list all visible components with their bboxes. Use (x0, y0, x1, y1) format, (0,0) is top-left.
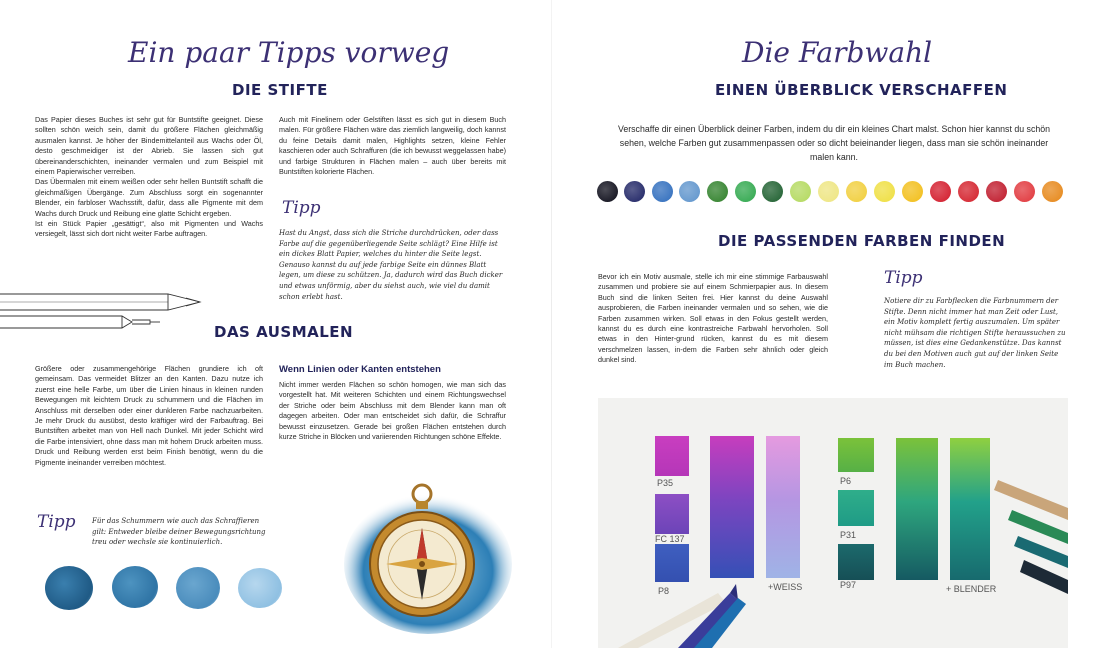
right-script-title: Die Farbwahl (742, 36, 933, 69)
label-p97: P97 (840, 580, 857, 590)
shading-dot-2 (112, 566, 158, 608)
ueberblick-intro-text: Verschaffe dir einen Überblick deiner Farben, indem du dir ein kleines Chart malst. Schon hier kannst du schön sehen, welche Farben gut zusammenpassen oder so dicht beieinander liegen, dass man sie schön ineinander malen kann. (617, 124, 1051, 162)
heading-die-stifte: DIE STIFTE (232, 81, 328, 99)
farben-finden-text: Bevor ich ein Motiv ausmale, stelle ich mir eine stimmige Farbauswahl zusammen und probiere sie auf einem Schmierpapier aus. In diesem Buch sind die linken Seiten frei. Hier kannst du deine Auswahl ausprobieren, die Farben ineinander vermalen und so sehen, wie die Farben zusammen wirken. Soll etwas in den Fokus gestellt werden, kannst du es durch eine kontrastreiche Farbwahl hervorholen. Soll etwas in den Hinter-grund rücken, kannst du es mit diesem verschmelzen lassen, in-dem die Farben sehr ähnlich oder gleich dunkel sind. (598, 272, 828, 365)
heading-farben-finden: DIE PASSENDEN FARBEN FINDEN (718, 232, 1006, 250)
color-swatch (902, 181, 923, 202)
color-swatch (846, 181, 867, 202)
color-swatch (958, 181, 979, 202)
color-swatch (735, 181, 756, 202)
label-p35: P35 (657, 478, 674, 488)
photo-pencils (598, 398, 1068, 648)
color-swatch-row (597, 181, 1067, 205)
linien-text: Nicht immer werden Flächen so schön homogen, wie man sich das vorgestellt hat. Mit weiteren Schichten und einem Richtungswechsel der Striche oder beim Abschluss mit dem Blender kann man oft dagegen arbeiten. Oder man entscheidet sich dafür, die Schraffur bewusst einzusetzen. Gerade bei großen Flächen entstehen durch kurze Striche in Blöcken und variierenden Richtungen schöne Effekte. (279, 380, 506, 442)
color-swatch (930, 181, 951, 202)
compass-illustration (340, 476, 515, 636)
tipp2-label: Tipp (37, 512, 76, 532)
label-p31: P31 (840, 530, 857, 540)
label-blender: + BLENDER (946, 584, 997, 594)
label-p6: P6 (840, 476, 852, 486)
tipp2-text: Für das Schummern wie auch das Schraffieren gilt: Entweder bleibe deiner Bewegungsrichtung treu oder wechsle sie kontinuierlich. (92, 517, 266, 547)
label-p8: P8 (658, 586, 670, 596)
color-swatch (597, 181, 618, 202)
tipp1-label: Tipp (282, 198, 321, 218)
tipp1-text: Hast du Angst, dass sich die Striche durchdrücken, oder dass Farbe auf die gegenüberliegende Seite schlägt? Eine Hilfe ist ein dickes Blatt Papier, welches du hinter die Seite legst. Genauso kannst du auf jede farbige Seite ein dünnes Blatt legen, um diese zu schützen. Ja, dadurch wird das Buch dicker und etwas unförmig, aber du siehst auch, wie viel du damit schon erlebt hast. (279, 229, 503, 301)
color-swatch (986, 181, 1007, 202)
label-fc137: FC 137 (655, 534, 685, 544)
color-swatch (818, 181, 839, 202)
color-swatch (652, 181, 673, 202)
tipp3-label: Tipp (884, 268, 923, 288)
color-swatch (762, 181, 783, 202)
ausmalen-text: Größere oder zusammengehörige Flächen grundiere ich oft gemeinsam. Das vermeidet Blitzer an den Kanten. Dazu nutze ich zuerst eine helle Farbe, um über die Linien hinaus in kleinen runden Bewegungen mit leichtem Druck zu schummern und die Flächen im Anschluss mit derselben oder einer dunkleren Farbe nachzuarbeiten. Je mehr Druck du ausübst, desto kräftiger wird der Farbauftrag. Bei Buntstiften arbeitet man von Hell nach Dunkel. Mit jeder Schicht wird die Farbe intensiviert, ohne dass man mit hohem Druck arbeiten muss. Druck und Reibung werden erst beim Finish benötigt, wenn du die Pigmente ineinander verreiben möchtest. (35, 364, 263, 467)
color-swatch (1042, 181, 1063, 202)
color-swatch (679, 181, 700, 202)
subheading-linien: Wenn Linien oder Kanten entstehen (279, 364, 441, 375)
heading-ueberblick: EINEN ÜBERBLICK VERSCHAFFEN (715, 81, 1008, 99)
book-spine (551, 0, 552, 648)
tipp3-text: Notiere dir zu Farbflecken die Farbnummern der Stifte. Denn nicht immer hat man Zeit oder Lust, ein Motiv komplett fertig auszumalen. Um später nicht mühsam die richtigen Stifte heraussuchen zu müssen, ist dies eine Gedankenstütze. Das kannst du bei den Motiven auch gut auf der linken Seite im Buch machen. (884, 297, 1066, 369)
left-script-title: Ein paar Tipps vorweg (128, 36, 450, 69)
color-swatch (707, 181, 728, 202)
pencil-swatch-photo (598, 398, 1068, 648)
pencils-sketch-illustration (0, 286, 215, 336)
shading-dot-1 (45, 566, 93, 610)
shading-dot-4 (238, 568, 282, 608)
stifte-col1-text: Das Papier dieses Buches ist sehr gut für Buntstifte geeignet. Diese sollten schön weich sein, damit du größere Flächen gleichmäßig ausmalen kannst. Je höher der Bindemittelanteil aus Wachs oder Öl, desto geschmeidiger ist der Abrieb. Sie lassen sich gut übereinanderschichten, ineinander vermalen und zum Beispiel mit einem Papierwischer verreiben. Das Übermalen mit einem weißen oder sehr hellen Buntstift schafft die gleichmäßigen Übergänge. Zum Abschluss sorgt ein sogenannter Blender, ein farbloser Wachsstift, dafür, dass alle Pigmente mit dem Wachs durch Druck und Reibung eine glatte Schicht ergeben. Ist ein Stück Papier „gesättigt“, also mit Pigmenten und Wachs versiegelt, lässt sich dort nicht weiter Farbe auftragen. (35, 115, 263, 239)
color-swatch (790, 181, 811, 202)
stifte-col2-text: Auch mit Finelinern oder Gelstiften lässt es sich gut in diesem Buch malen. Für größere Flächen wäre das ziemlich langweilig, doch kannst du feine Details damit malen, Highlights setzen, kleine Fehler kaschieren oder auch Schraffuren (die ich bewusst weggelassen habe) und farbige Strukturen in Flächen malen – auch über bereits mit Buntstiften kolorierte Flächen. (279, 115, 506, 177)
heading-das-ausmalen: DAS AUSMALEN (214, 323, 354, 341)
color-swatch (624, 181, 645, 202)
label-weiss: +WEISS (768, 582, 803, 592)
shading-dot-3 (176, 567, 220, 609)
color-swatch (1014, 181, 1035, 202)
color-swatch (874, 181, 895, 202)
